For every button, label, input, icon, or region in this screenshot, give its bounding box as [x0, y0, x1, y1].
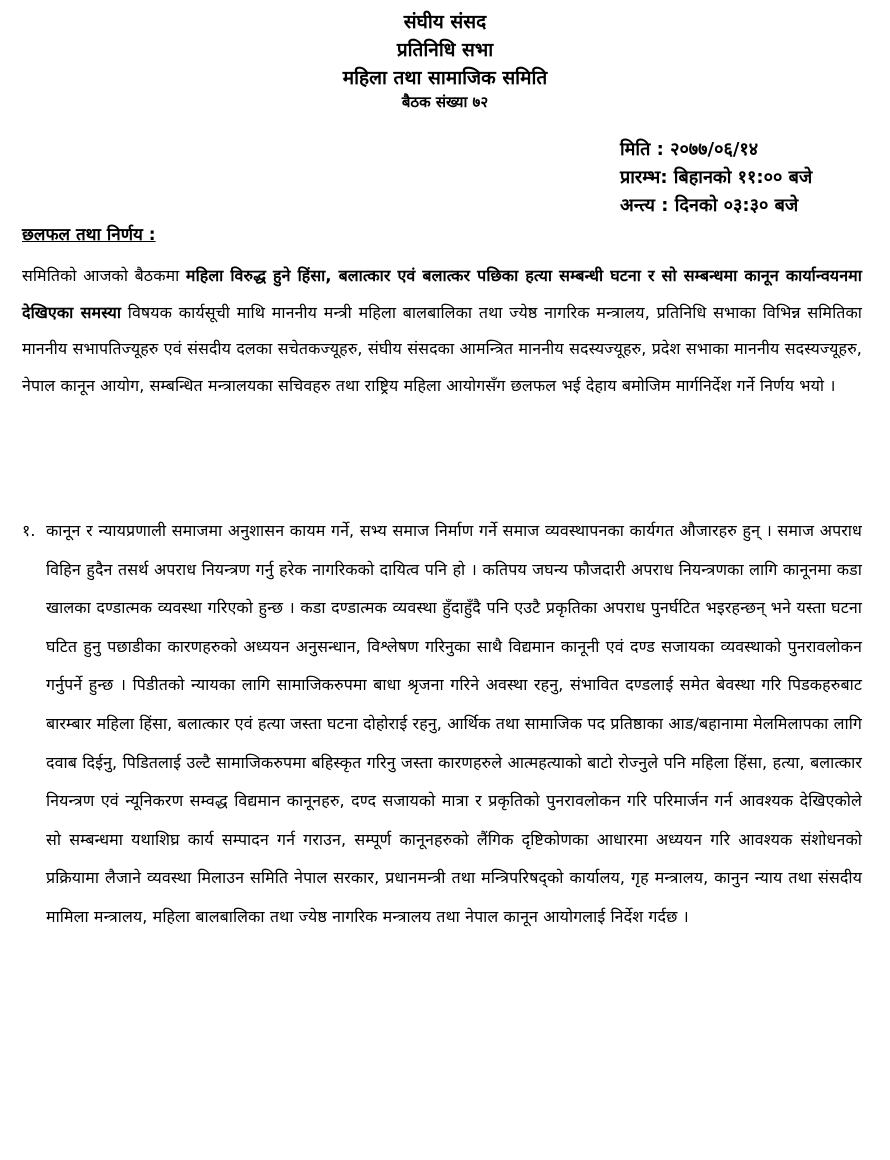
meeting-meta — [620, 136, 880, 220]
section-title: छलफल तथा निर्णय : — [22, 225, 156, 245]
decision-item-number: १. — [22, 521, 36, 540]
decision-item-text: कानून र न्यायप्रणाली समाजमा अनुशासन कायम गर्ने, सभ्य समाज निर्माण गर्ने समाज व्यवस्थापनका कार्यगत औजारहरु हुन् । समाज अपराध विहिन हुदैन तसर्थ अपराध नियन्त्रण गर्नु हरेक नागरिकको दायित्व पनि हो । कतिपय जघन्य फौजदारी अपराध नियन्त्रणका लागि कानूनमा कडा खालका दण्डात्मक व्यवस्था गरिएको हुन्छ । कडा दण्डात्मक व्यवस्था हुँदाहुँदै पनि एउटै प्रकृतिका अपराध पुनर्घटित भइरहन्छन् भने यस्ता घटना घटित हुनु पछाडीका कारणहरुको अध्ययन अनुसन्धान, विश्लेषण गरिनुका साथै विद्यमान कानूनी एवं दण्ड सजायका व्यवस्थाको पुनरावलोकन गर्नुपर्ने हुन्छ । पिडीतको न्यायका लागि सामाजिकरुपमा बाधा श्रृजना गरिने अवस्था रहनु, संभावित दण्डलाई समेत बेवस्था गरि पिडकहरुबाट बारम्बार महिला हिंसा, बलात्कार एवं हत्या जस्ता घटना दोहोराई रहनु, आर्थिक तथा सामाजिक पद प्रतिष्ठाका आड/बहानामा मेलमिलापका लागि दवाब दिईनु, पिडितलाई उल्टै सामाजिकरुपमा बहिस्कृत गरिनु जस्ता कारणहरुले आत्महत्याको बाटो रोज्नुले पनि महिला हिंसा, हत्या, बलात्कार नियन्त्रण एवं न्यूनिकरण सम्वद्ध विद्यमान कानूनहरु, दण्द सजायको मात्रा र प्रकृतिको पुनरावलोकन गरि परिमार्जन गर्न आवश्यक देखिएकोले सो सम्बन्धमा यथाशिघ्र कार्य सम्पादन गर्न गराउन, सम्पूर्ण कानूनहरुको लैंगिक दृष्टिकोणका आधारमा अध्ययन गरि आवश्यक संशोधनको प्रक्रियामा लैजाने व्यवस्था मिलाउन समिति नेपाल सरकार, प्रधानमन्त्री तथा मन्त्रिपरिषद्को कार्यालय, गृह मन्त्रालय, कानुन न्याय तथा संसदीय मामिला मन्त्रालय, महिला बालबालिका तथा ज्येष्ठ नागरिक मन्त्रालय तथा नेपाल कानून आयोगलाई निर्देश गर्दछ । — [46, 521, 862, 926]
decision-item — [22, 512, 862, 937]
intro-prefix: समितिको आजको बैठकमा — [22, 266, 186, 285]
header-meeting-number: बैठक संख्या ७२ — [401, 93, 489, 111]
meeting-date: मिति : २०७७/०६/१४ — [620, 139, 759, 160]
header-house-of-representatives: प्रतिनिधि सभा — [396, 39, 494, 61]
intro-agenda-bold: महिला विरुद्ध हुने हिंसा, बलात्कार एवं बलात्कर पछिका हत्या सम्बन्धी घटना र सो सम्बन्धमा कानून कार्यान्वयनमा देखिएका समस्या — [22, 266, 862, 322]
header-committee-name: महिला तथा सामाजिक समिति — [342, 67, 548, 89]
meeting-end-time: अन्त्य : दिनको ०३:३० बजे — [620, 195, 799, 216]
meeting-start-time: प्रारम्भ: बिहानको ११:०० बजे — [620, 167, 813, 188]
header-federal-parliament: संघीय संसद — [403, 11, 487, 33]
intro-paragraph — [22, 258, 862, 404]
document-header — [0, 8, 890, 112]
intro-suffix: विषयक कार्यसूची माथि माननीय मन्त्री महिला बालबालिका तथा ज्येष्ठ नागरिक मन्त्रालय, प्रतिनिधि सभाका विभिन्न समितिका माननीय सभापतिज्यूहरु एवं संसदीय दलका सचेतकज्यूहरु, संघीय संसदका आमन्त्रित माननीय सदस्यज्यूहरु, प्रदेश सभाका माननीय सदस्यज्यूहरु, नेपाल कानून आयोग, सम्बन्धित मन्त्रालयका सचिवहरु तथा राष्ट्रिय महिला आयोगसँग छलफल भई देहाय बमोजिम मार्गनिर्देश गर्ने निर्णय भयो । — [22, 302, 862, 395]
